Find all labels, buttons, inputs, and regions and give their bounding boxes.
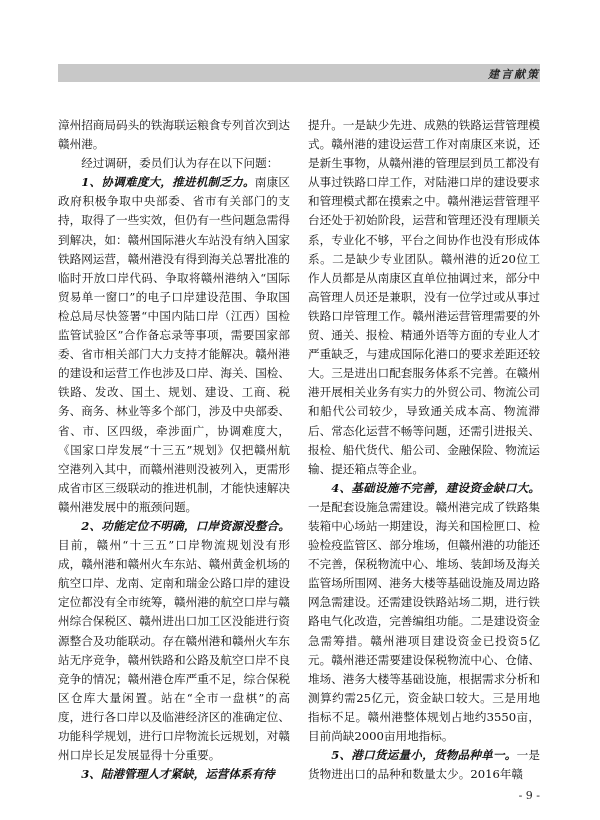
paragraph-text: 目前，赣州“十三五”口岸物流规划没有形成，赣州港和赣州火车东站、赣州黄金机场的航空口岸、龙南、定南和瑞金公路口岸的建设定位都没有全市统筹，赣州港的航空口岸与赣州综合保税区、赣州进出口加工区没能进行资源整合及功能联动。存在赣州港和赣州火车东站无序竞争，赣州铁路和公路及航空口岸不良竞争的情况；赣州港仓库严重不足，综合保税区仓库大量闲置。站在“全市一盘棋”的高度，进行各口岸以及临港经济区的准确定位、功能科学规划，进行口岸物流长远规划，对赣州口岸长足发展显得十分重要。 bbox=[58, 538, 290, 763]
paragraph-heading: 1、协调难度大，推进机制乏力。 bbox=[81, 175, 255, 190]
right-column bbox=[308, 116, 540, 784]
paragraph bbox=[58, 765, 290, 784]
section-title: 建言献策 bbox=[488, 68, 540, 81]
paragraph bbox=[58, 116, 290, 154]
paragraph-heading: 2、功能定位不明确，口岸资源没整合。 bbox=[81, 518, 290, 533]
paragraph bbox=[308, 116, 540, 479]
paragraph-heading: 4、基础设施不完善，建设资金缺口大。 bbox=[331, 480, 540, 495]
paragraph bbox=[58, 154, 290, 173]
paragraph-text: 一是配套设施急需建设。赣州港完成了铁路集装箱中心场站一期建设，海关和国检匣口、检验检疫监管区、部分堆场，但赣州港的功能还不完善，保税物流中心、堆场、装卸场及海关监管场所围网、港务大楼等基础设施及周边路网急需建设。还需建设铁路站场二期，进行铁路电气化改造，完善编组功能。二是建设资金急需筹措。赣州港项目建设资金已投资5亿元。赣州港还需要建设保税物流中心、仓储、堆场、港务大楼等基础设施，根据需求分析和测算约需25亿元，资金缺口较大。三是用地指标不足。赣州港整体规划占地约3550亩，目前尚缺2000亩用地指标。 bbox=[308, 499, 540, 743]
paragraph-text: 漳州招商局码头的铁海联运粮食专列首次到达赣州港。 bbox=[58, 118, 290, 152]
paragraph-text: 经过调研，委员们认为存在以下问题： bbox=[81, 156, 279, 171]
page-number: - 9 - bbox=[518, 789, 540, 802]
header-bar bbox=[58, 64, 540, 82]
paragraph-text: 一是货物进出口的品种和数量太少。2016年赣 bbox=[308, 748, 540, 782]
paragraph-text: 南康区政府积极争取中央部委、省市有关部门的支持，取得了一些实效，但仍有一些问题急需得到解决，如：赣州国际港火车站没有纳入国家铁路网运营，赣州港没有得到海关总署批准的临时开放口岸代码、争取将赣州港纳入“国际贸易单一窗口”的电子口岸建设范围、争取国检总局尽快签署“中国内陆口岸（江西）国检监管试验区”合作备忘录等事项，需要国家部委、省市相关部门大力支持才能解决。赣州港的建设和运营工作也涉及口岸、海关、国检、铁路、发改、国土、规划、建设、工商、税务、商务、林业等多个部门，涉及中央部委、省、市、区四级，牵涉面广，协调难度大，《国家口岸发展“十三五”规划》仅把赣州航空港列入其中，而赣州港则没被列入，更需形成省市区三级联动的推进机制，才能快速解决赣州港发展中的瓶颈问题。 bbox=[58, 175, 290, 514]
left-column bbox=[58, 116, 290, 784]
paragraph bbox=[308, 746, 540, 784]
paragraph bbox=[58, 173, 290, 517]
paragraph bbox=[308, 479, 540, 746]
paragraph-text: 提升。一是缺少先进、成熟的铁路运营管理模式。赣州港的建设运营工作对南康区来说，还是新生事物，从赣州港的管理层到员工都没有从事过铁路口岸工作，对陆港口岸的建设要求和管理模式都在摸索之中。赣州港运营管理平台还处于初始阶段，运营和管理还没有理顺关系，专业化不够，平台之间协作也没有形成体系。二是缺少专业团队。赣州港的近20位工作人员都是从南康区直单位抽调过来，部分中高管理人员还是兼职，没有一位学过或从事过铁路口岸管理工作。赣州港运营管理需要的外贸、通关、报检、精通外语等方面的专业人才严重缺乏，与建成国际化港口的要求差距还较大。三是进出口配套服务体系不完善。在赣州港开展相关业务有实力的外贸公司、物流公司和船代公司较少，导致通关成本高、物流滞后、常态化运营不畅等问题，还需引进报关、报检、船代货代、船公司、金融保险、物流运输、提还箱点等企业。 bbox=[308, 118, 540, 476]
paragraph bbox=[58, 517, 290, 765]
paragraph-heading: 3、陆港管理人才紧缺，运营体系有待 bbox=[81, 767, 275, 782]
paragraph-heading: 5、港口货运量小，货物品种单一。 bbox=[331, 748, 517, 763]
